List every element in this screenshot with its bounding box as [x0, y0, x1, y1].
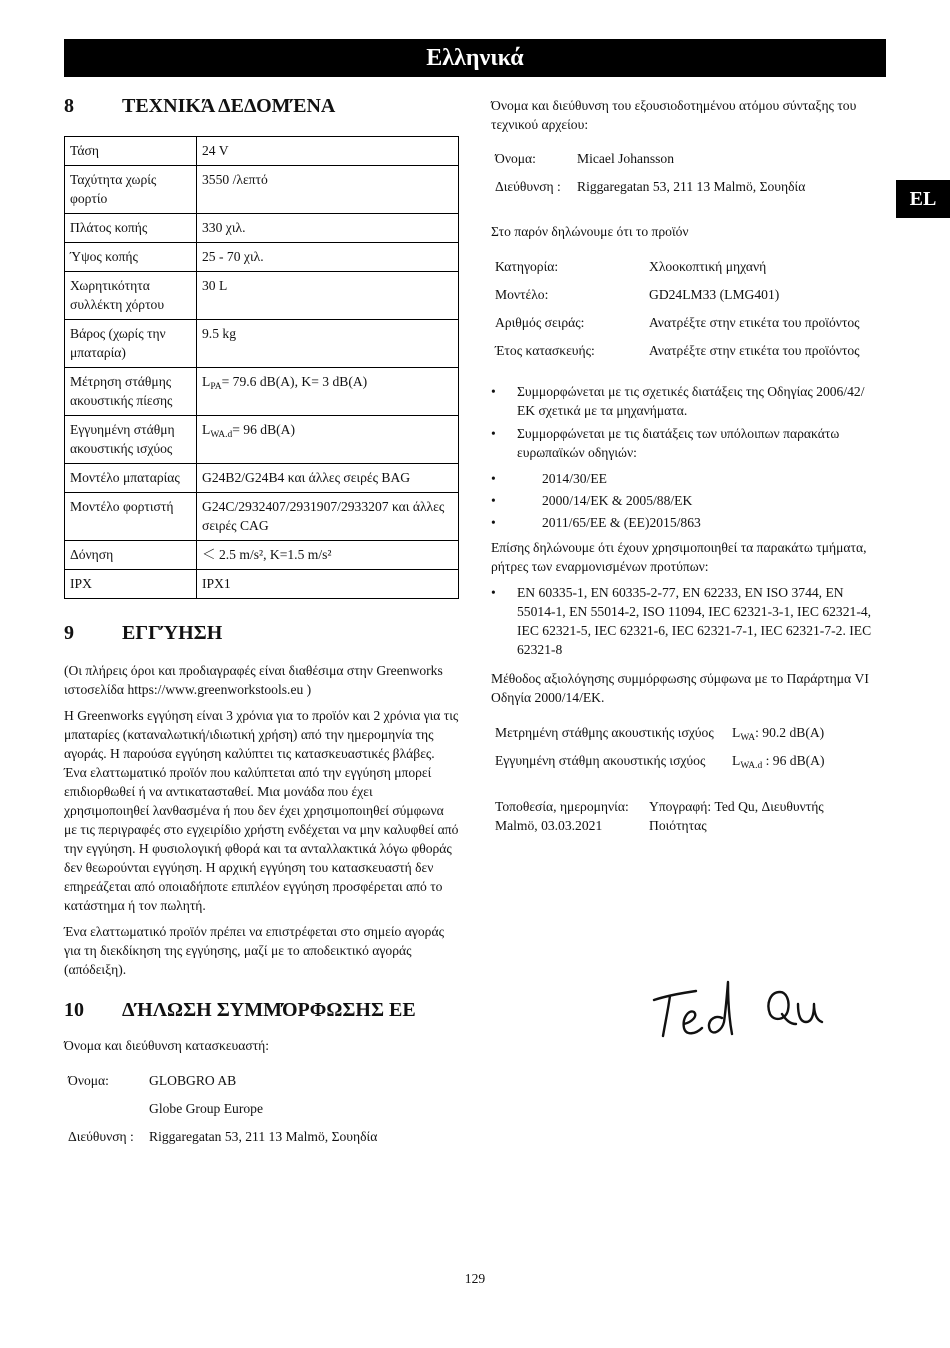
- product-value: GD24LM33 (LMG401): [649, 287, 780, 302]
- table-row: [65, 416, 459, 464]
- noise-table: [491, 723, 829, 770]
- manufacturer-intro: Όνομα και διεύθυνση κατασκευαστή:: [64, 1038, 270, 1053]
- spec-label: Εγγυημένη στάθμη ακουστικής ισχύος: [65, 416, 197, 464]
- table-row: [491, 742, 829, 770]
- spec-value: $L_{PA}= 79.6$ dB(A), K= 3 dB(A): [197, 368, 459, 416]
- table-row: [65, 541, 459, 570]
- declaration-intro: Στο παρόν δηλώνουμε ότι το προϊόν: [491, 224, 689, 239]
- spec-value: G24C/2932407/2931907/2933207 και άλλες σειρές CAG: [197, 493, 459, 541]
- list-item: • Συμμορφώνεται με τις διατάξεις των υπόλοιπων παρακάτω ευρωπαϊκών οδηγιών:: [491, 424, 876, 462]
- table-row: [65, 368, 459, 416]
- table-row: [65, 243, 459, 272]
- product-value: Ανατρέξτε στην ετικέτα του προϊόντος: [649, 315, 860, 330]
- spec-label: Χωρητικότητα συλλέκτη χόρτου: [65, 272, 197, 320]
- noise-value: $L_{WA.d}$ : 96 dB(A): [732, 753, 825, 771]
- spec-value: 30 L: [197, 272, 459, 320]
- spec-value: IPX1: [197, 570, 459, 599]
- spec-label: Βάρος (χωρίς την μπαταρία): [65, 320, 197, 368]
- authorized-person-intro: Όνομα και διεύθυνση του εξουσιοδοτημένου ατόμου σύνταξης του τεχνικού αρχείου:: [491, 98, 857, 132]
- table-row: [491, 276, 864, 304]
- product-label: Αριθμός σειράς:: [495, 315, 585, 330]
- standards-list: [491, 583, 876, 659]
- language-banner: [64, 39, 886, 77]
- signature-table: [491, 797, 876, 835]
- right-column: [491, 96, 876, 835]
- language-tab: [896, 180, 950, 218]
- spec-value: ＜ 2.5 m/s², K=1.5 m/s²: [197, 541, 459, 570]
- authorized-address: Riggaregatan 53, 211 13 Malmö, Σουηδία: [577, 179, 806, 194]
- table-row: [65, 166, 459, 214]
- authorized-address-label: Διεύθυνση :: [495, 179, 561, 194]
- left-column: [64, 92, 459, 1146]
- noise-label: Μετρημένη στάθμης ακουστικής ισχύος: [495, 725, 714, 740]
- warranty-return-paragraph: Ένα ελαττωματικό προϊόν πρέπει να επιστρέφεται στο σημείο αγοράς για τη διεκδίκηση της εγγύησης, μαζί με το αποδεικτικό αγοράς (απόδειξη).: [64, 924, 444, 977]
- table-row: [491, 304, 864, 332]
- list-item: • 2011/65/EE & (EE)2015/863: [491, 513, 876, 532]
- manufacturer-group: Globe Group Europe: [149, 1101, 264, 1116]
- table-row: [491, 257, 864, 276]
- warranty-paragraph: Η Greenworks εγγύηση είναι 3 χρόνια για το προϊόν και 2 χρόνια για τις μπαταρίες (καταναλωτική/ιδιωτική χρήση) από την ημερομηνία της αγοράς. Η παρούσα εγγύηση καλύπτει τις κατασκευαστικές βλάβες. Ένα ελαττωματικό προϊόν που καλύπτεται από την εγγύηση μπορεί επιδιορθωθεί ή να αντικατασταθεί. Μια μονάδα που έχει χρησιμοποιηθεί λανθασμένα ή που δεν έχει χρησιμοποιηθεί σύμφωνα με τις περιγραφές στο εγχειρίδιο χρήστη ενδέχεται να μην καλυφθεί από την εγγύηση. Η φυσιολογική φθορά και τα ανταλλακτικά λόγω φθοράς δεν θεωρούνται εγγύηση. Η αρχική εγγύηση του κατασκευαστή δεν επηρεάζεται από οποιαδήποτε επιπλέον εγγύηση προσφέρεται από το κατάστημα ή τον πωλητή.: [64, 708, 459, 913]
- table-row: [491, 332, 864, 360]
- spec-label: Μέτρηση στάθμης ακουστικής πίεσης: [65, 368, 197, 416]
- table-row: [65, 464, 459, 493]
- manufacturer-name: GLOBGRO AB: [149, 1073, 237, 1088]
- table-row: [65, 493, 459, 541]
- list-item: • 2014/30/EE: [491, 469, 876, 488]
- spec-label: Ταχύτητα χωρίς φορτίο: [65, 166, 197, 214]
- noise-value: $L_{WA}$: 90.2 dB(A): [732, 725, 825, 743]
- manufacturer-address-label: Διεύθυνση :: [68, 1129, 134, 1144]
- page-number: 129: [464, 1271, 486, 1286]
- product-value: Ανατρέξτε στην ετικέτα του προϊόντος: [649, 343, 860, 358]
- language-tab-label: EL: [909, 188, 937, 210]
- table-row: [65, 570, 459, 599]
- spec-value: 330 χιλ.: [197, 214, 459, 243]
- section-10-heading: 10 ΔΉΛΩΣΗ ΣΥΜΜΌΡΦΩΣΗΣ ΕΕ: [64, 999, 416, 1021]
- spec-value: 24 V: [197, 137, 459, 166]
- section-9-heading: 9 ΕΓΓΎΗΣΗ: [64, 622, 223, 644]
- spec-label: Δόνηση: [65, 541, 197, 570]
- handwritten-signature: [648, 978, 838, 1048]
- list-item: • Συμμορφώνεται με τις σχετικές διατάξεις της Οδηγίας 2006/42/ΕΚ σχετικά με τα μηχανήματα.: [491, 382, 876, 420]
- spec-value: G24B2/G24B4 και άλλες σειρές BAG: [197, 464, 459, 493]
- table-row: [65, 214, 459, 243]
- warranty-terms-note: (Οι πλήρεις όροι και προδιαγραφές είναι διαθέσιμα στην Greenworks ιστοσελίδα https://www.greenworkstools.eu ): [64, 663, 443, 697]
- noise-label: Εγγυημένη στάθμη ακουστικής ισχύος: [495, 753, 706, 768]
- spec-value: $L_{WA.d}= 96$ dB(A): [197, 416, 459, 464]
- spec-label: Τάση: [65, 137, 197, 166]
- table-row: [65, 137, 459, 166]
- spec-label: Ύψος κοπής: [65, 243, 197, 272]
- place-date: Τοποθεσία, ημερομηνία: Malmö, 03.03.2021: [495, 799, 629, 833]
- product-value: Χλοοκοπτική μηχανή: [649, 259, 767, 274]
- spec-label: IPX: [65, 570, 197, 599]
- list-item: • 2000/14/EK & 2005/88/EK: [491, 491, 876, 510]
- authorized-name: Micael Johansson: [577, 151, 675, 166]
- spec-value: 3550 /λεπτό: [197, 166, 459, 214]
- product-label: Μοντέλο:: [495, 287, 549, 302]
- table-row: [65, 320, 459, 368]
- authorized-person-table: [491, 149, 809, 196]
- manufacturer-address: Riggaregatan 53, 211 13 Malmö, Σουηδία: [149, 1129, 378, 1144]
- signature-label: Υπογραφή: Ted Qu, Διευθυντής Ποιότητας: [649, 799, 824, 833]
- spec-value: 9.5 kg: [197, 320, 459, 368]
- table-row: [65, 272, 459, 320]
- spec-label: Πλάτος κοπής: [65, 214, 197, 243]
- manufacturer-name-label: Όνομα:: [68, 1073, 109, 1088]
- section-8-heading: 8 ΤΕΧΝΙΚΆ ΔΕΔΟΜΈΝΑ: [64, 95, 336, 117]
- technical-data-table: [64, 136, 459, 599]
- manufacturer-table: [64, 1071, 381, 1146]
- product-label: Έτος κατασκευής:: [495, 343, 595, 358]
- product-label: Κατηγορία:: [495, 259, 559, 274]
- compliance-bullets: [491, 382, 876, 462]
- authorized-name-label: Όνομα:: [495, 151, 536, 166]
- spec-label: Μοντέλο μπαταρίας: [65, 464, 197, 493]
- directives-list: [491, 469, 876, 532]
- table-row: [491, 723, 829, 742]
- spec-value: 25 - 70 χιλ.: [197, 243, 459, 272]
- product-table: [491, 257, 864, 360]
- banner-title: Ελληνικά: [426, 45, 524, 71]
- spec-label: Μοντέλο φορτιστή: [65, 493, 197, 541]
- standards-intro: Επίσης δηλώνουμε ότι έχουν χρησιμοποιηθεί τα παρακάτω τμήματα, ρήτρες των εναρμονισμένων προτύπων:: [491, 540, 867, 574]
- assessment-method: Μέθοδος αξιολόγησης συμμόρφωσης σύμφωνα με το Παράρτημα VI Οδηγία 2000/14/ΕΚ.: [491, 671, 869, 705]
- list-item: • EN 60335-1, EN 60335-2-77, EN 62233, EN ISO 3744, EN 55014-1, EN 55014-2, ISO 11094, IEC 62321-3-1, IEC 62321-4, IEC 62321-5, IEC 62321-6, IEC 62321-7-1, IEC 62321-7-2. IEC 62321-8: [491, 583, 876, 659]
